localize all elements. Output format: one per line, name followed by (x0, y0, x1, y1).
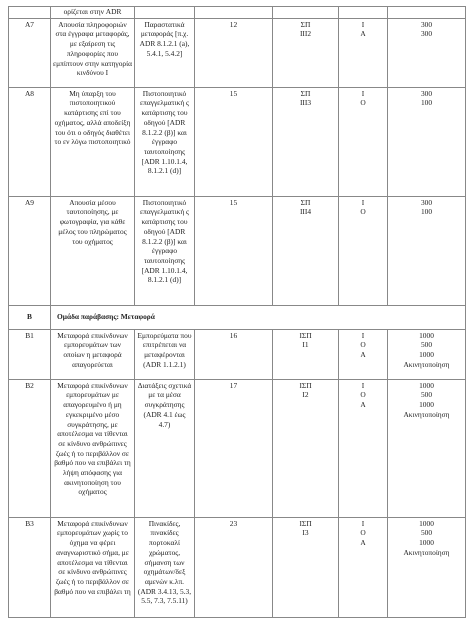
penalty-cell (388, 517, 466, 617)
level-cell-line: Ο (360, 528, 366, 538)
penalty-cell-line: Ακινητοποίηση (403, 547, 450, 557)
description-cell: Απουσία πληροφοριών στα έγγραφα μεταφοράς, με εξαίρεση τις πληροφορίες που εμπίπτουν στην κατηγορία κινδύνου I (51, 18, 135, 87)
reference-cell: Πιστοποιητικό επαγγελματική ς κατάρτισης του οδηγού [ADR 8.1.2.2 (β)] και έγγραφο ταυτοποίησης [ADR 1.10.1.4, 8.1.2.1 (d)] (135, 196, 195, 305)
level-cell-line: Α (360, 350, 366, 360)
penalty-cell-line: 100 (420, 207, 433, 217)
row-code: A7 (9, 18, 51, 87)
penalty-cell-line: 1000 (419, 518, 434, 528)
category-cell (273, 379, 339, 517)
category-cell-line: ΙΣΠ (299, 330, 312, 340)
description-cell: Μεταφορά επικίνδυνων εμπορευμάτων με απαγορευμένο ή μη εγκεκριμένο μέσο συγκράτησης, με αποτέλεσμα να τίθενται σε κίνδυνο ανθρώπινες ζωές ή το περιβάλλον σε βαθμό που να επιβάλει τη λήψη απόφασης για ακινητοποίηση του οχήματος (51, 379, 135, 517)
level-cell-line: Ι (361, 19, 365, 29)
table-row (9, 7, 466, 19)
number-cell: 15 (195, 87, 273, 196)
row-code: B3 (9, 517, 51, 617)
level-cell-line: Ο (360, 390, 366, 400)
reference-cell: Πινακίδες, πινακίδες πορτοκαλί χρώματος, σήμανση των οχημάτων/δεξ αμενών κ.λπ. (ADR 3.4.13, 5.3, 5.5, 7.3, 7.5.11) (135, 517, 195, 617)
penalty-cell (388, 329, 466, 379)
table-row (9, 329, 466, 379)
category-cell-line: Ι2 (302, 390, 309, 400)
table-row (9, 196, 466, 305)
group-row (9, 305, 466, 329)
group-code: B (9, 305, 51, 329)
description-cell: Μεταφορά επικίνδυνων εμπορευμάτων των οποίων η μεταφορά απαγορεύεται (51, 329, 135, 379)
category-cell-line: Ι1 (302, 340, 309, 350)
description-cell: Μη ύπαρξη του πιστοποιητικού κατάρτισης επί του οχήματος, αλλά αποδείξη του ότι ο οδηγός διαθέτει το εν λόγω πιστοποιητικό (51, 87, 135, 196)
penalty-cell-line: 1000 (419, 350, 434, 360)
level-cell-line: Α (360, 29, 366, 39)
penalty-cell-line: 1000 (419, 330, 434, 340)
description-cell: Μεταφορά επικίνδυνων εμπορευμάτων χωρίς το όχημα να φέρει αναγνωριστικό σήμα, με αποτέλεσμα να τίθενται σε κίνδυνο ανθρώπινες ζωές ή το περιβάλλον σε βαθμό που να επιβάλει τη (51, 517, 135, 617)
category-cell (273, 196, 339, 305)
group-title: Ομάδα παράβασης: Μεταφορά (51, 305, 466, 329)
penalty-cell (388, 379, 466, 517)
category-cell (273, 87, 339, 196)
category-cell-line: Ι3 (302, 528, 309, 538)
level-cell (339, 329, 388, 379)
level-cell (339, 18, 388, 87)
reference-cell: Διατάξεις σχετικά με τα μέσα συγκράτησης (ADR 4.1 έως 4.7) (135, 379, 195, 517)
row-code: B1 (9, 329, 51, 379)
description-cell: Απουσία μέσου ταυτοποίησης, με φωτογραφία, για κάθε μέλος του πληρώματος του οχήματος (51, 196, 135, 305)
penalty-cell (388, 18, 466, 87)
level-cell (339, 87, 388, 196)
reference-cell: Εμπορεύματα που επιτρέπεται να μεταφέρονται (ADR 1.1.2.1) (135, 329, 195, 379)
level-cell (339, 379, 388, 517)
category-cell (273, 18, 339, 87)
reference-cell: Παραστατικά μεταφοράς [π.χ. ADR 8.1.2.1 (a), 5.4.1, 5.4.2] (135, 18, 195, 87)
level-cell-line: Ι (361, 330, 365, 340)
row-code: A9 (9, 196, 51, 305)
penalty-cell-line: 1000 (419, 538, 434, 548)
number-cell: 16 (195, 329, 273, 379)
description-cell: ορίζεται στην ADR (51, 7, 135, 19)
table-row (9, 87, 466, 196)
category-cell-line: ΙΣΠ (299, 518, 312, 528)
level-cell-line: Ο (360, 340, 366, 350)
category-cell-line: ΙΙΙ2 (299, 29, 312, 39)
level-cell-line: Ο (360, 207, 366, 217)
table-row (9, 18, 466, 87)
penalty-cell (388, 196, 466, 305)
table-row (9, 517, 466, 617)
level-cell-line: Ο (360, 98, 366, 108)
level-cell-line: Ι (361, 197, 365, 207)
number-cell: 17 (195, 379, 273, 517)
category-cell-line: ΣΠ (300, 197, 311, 207)
level-cell-line: Α (360, 538, 366, 548)
penalty-cell-line: 300 (420, 19, 433, 29)
table-row (9, 379, 466, 517)
penalty-cell-line: Ακινητοποίηση (403, 409, 450, 419)
level-cell-line: Ι (361, 518, 365, 528)
penalty-cell-line: Ακινητοποίηση (403, 359, 450, 369)
penalty-cell-line: 1000 (419, 400, 434, 410)
category-cell-line: ΣΠ (300, 88, 311, 98)
row-code: B2 (9, 379, 51, 517)
infringements-table (8, 6, 466, 618)
level-cell (339, 196, 388, 305)
penalty-cell-line: 500 (420, 528, 433, 538)
level-cell-line: Ι (361, 88, 365, 98)
level-cell (339, 517, 388, 617)
penalty-cell-line: 300 (420, 88, 433, 98)
penalty-cell-line: 500 (420, 340, 433, 350)
penalty-cell (388, 87, 466, 196)
category-cell (273, 329, 339, 379)
number-cell: 23 (195, 517, 273, 617)
number-cell: 15 (195, 196, 273, 305)
penalty-cell-line: 300 (420, 29, 433, 39)
category-cell-line: ΙΙΙ4 (299, 207, 312, 217)
penalty-cell-line: 1000 (419, 380, 434, 390)
penalty-cell-line: 300 (420, 197, 433, 207)
row-code: A8 (9, 87, 51, 196)
reference-cell: Πιστοποιητικό επαγγελματική ς κατάρτισης του οδηγού [ADR 8.1.2.2 (β)] και έγγραφο ταυτοποίησης [ADR 1.10.1.4, 8.1.2.1 (d)] (135, 87, 195, 196)
category-cell-line: ΙΣΠ (299, 380, 312, 390)
level-cell-line: Ι (361, 380, 365, 390)
category-cell-line: ΣΠ (300, 19, 311, 29)
level-cell-line: Α (360, 400, 366, 410)
number-cell: 12 (195, 18, 273, 87)
penalty-cell-line: 500 (420, 390, 433, 400)
penalty-cell-line: 100 (420, 98, 433, 108)
category-cell-line: ΙΙΙ3 (299, 98, 312, 108)
category-cell (273, 517, 339, 617)
